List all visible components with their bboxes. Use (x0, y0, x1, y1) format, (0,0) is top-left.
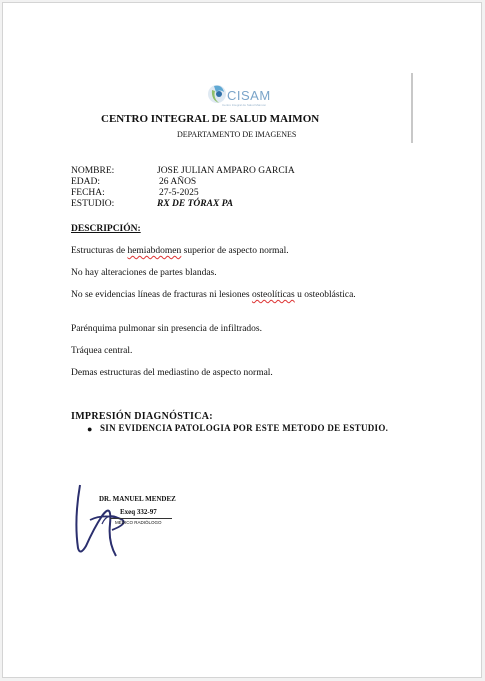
page-title: CENTRO INTEGRAL DE SALUD MAIMON (101, 113, 320, 125)
date-value: 27-5-2025 (159, 188, 199, 198)
age-label: EDAD: (71, 177, 101, 187)
description-paragraph (71, 245, 391, 257)
impression-item: SIN EVIDENCIA PATOLOGIA POR ESTE METODO DE ESTUDIO. (100, 423, 389, 433)
department: DEPARTAMENTO DE IMAGENES (177, 130, 297, 139)
description-heading: DESCRIPCIÓN: (71, 224, 141, 234)
spellcheck-word: osteolíticas (251, 290, 295, 300)
description-paragraph (71, 289, 391, 301)
signature-line (110, 518, 172, 519)
description-paragraph: Demas estructuras del mediastino de aspecto normal. (71, 368, 273, 378)
name-label: NOMBRE: (71, 166, 115, 176)
signature-role: MÉDICO RADIÓLOGO (115, 520, 162, 525)
age-value: 26 AÑOS (159, 177, 197, 187)
description-paragraph: No hay alteraciones de partes blandas. (71, 268, 217, 278)
text-run: superior de aspecto normal. (181, 246, 289, 256)
description-paragraph: Parénquima pulmonar sin presencia de infiltrados. (71, 324, 263, 334)
logo-tagline: Centro Integral de Salud Maimon (222, 103, 267, 107)
spellcheck-word: hemiabdomen (127, 246, 182, 256)
signature-name: DR. MANUEL MENDEZ (99, 495, 176, 503)
signature-exequatur: Exeq 332-97 (120, 508, 157, 516)
name-value: JOSE JULIAN AMPARO GARCIA (157, 166, 295, 176)
text-run: u osteoblástica. (294, 290, 356, 300)
date-label: FECHA: (71, 188, 105, 198)
impression-heading: IMPRESIÓN DIAGNÓSTICA: (71, 411, 213, 422)
text-run: No se evidencias líneas de fracturas ni lesiones (71, 290, 252, 300)
margin-line (411, 73, 413, 143)
description-paragraph: Tráquea central. (71, 346, 133, 356)
logo-name: CISAM (227, 88, 271, 103)
bullet-icon: ● (87, 424, 93, 434)
study-value: RX DE TÓRAX PA (157, 199, 234, 209)
study-label: ESTUDIO: (71, 199, 115, 209)
text-run: Estructuras de (71, 246, 128, 256)
